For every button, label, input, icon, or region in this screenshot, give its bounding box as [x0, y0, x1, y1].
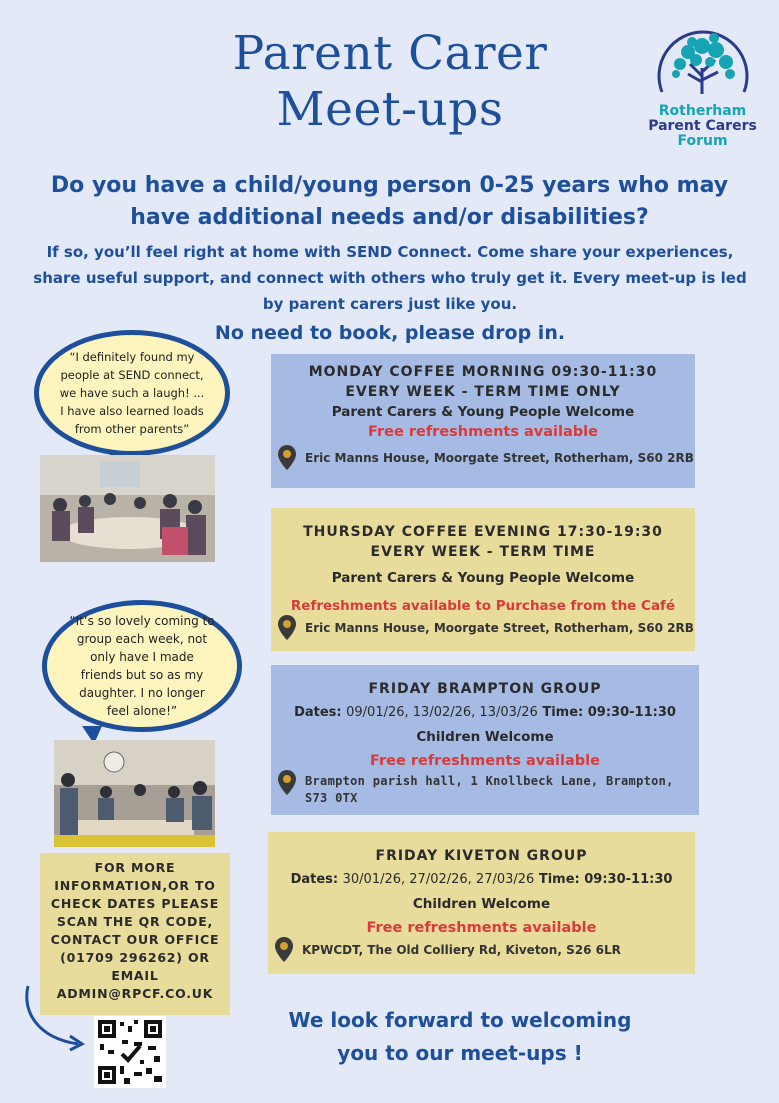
tree-icon [640, 20, 765, 104]
page-title [130, 26, 650, 138]
time-value: 09:30-11:30 [587, 705, 676, 720]
meetup-location [271, 773, 699, 807]
meetup-refreshments: Free refreshments available [370, 753, 600, 769]
location-text: Brampton parish hall, 1 Knollbeck Lane, Brampton, S73 0TX [305, 774, 674, 805]
meetup-location [268, 942, 695, 959]
meetup-location [271, 450, 695, 467]
curved-arrow-icon [18, 982, 90, 1052]
rpcf-logo [640, 20, 765, 160]
meetup-refreshments: Free refreshments available [366, 920, 597, 936]
closing-message [270, 1004, 650, 1070]
meetup-heading: MONDAY COFFEE MORNING 09:30-11:30 [308, 364, 658, 380]
meetup-heading: FRIDAY BRAMPTON GROUP [368, 681, 602, 697]
location-pin-icon [274, 936, 294, 964]
meetup-frequency: EVERY WEEK - TERM TIME ONLY [345, 384, 621, 400]
logo-line-2: Parent Carers [648, 118, 757, 134]
contact-info-box: FOR MORE INFORMATION,OR TO CHECK DATES PLEASE SCAN THE QR CODE, CONTACT OUR OFFICE (01709 296262) OR EMAIL ADMIN@RPCF.CO.UK [40, 853, 230, 1015]
meetup-card-thursday [271, 508, 695, 651]
meetup-frequency: EVERY WEEK - TERM TIME [370, 544, 596, 560]
dates-value: 30/01/26, 27/02/26, 27/03/26 [342, 872, 535, 887]
closing-line-1: We look forward to welcoming [288, 1008, 632, 1032]
quote-text-1: “I definitely found my people at SEND connect, we have such a laugh! ... I have also learned loads from other parents” [59, 350, 205, 436]
closing-line-2: you to our meet-ups ! [337, 1041, 583, 1065]
meetup-refreshments: Free refreshments available [368, 424, 598, 440]
group-photo-1 [40, 455, 215, 562]
location-text: KPWCDT, The Old Colliery Rd, Kiveton, S26 6LR [302, 943, 621, 957]
logo-line-3: Forum [677, 133, 728, 149]
location-pin-icon [277, 614, 297, 642]
no-booking-note: No need to book, please drop in. [214, 322, 566, 344]
headline-question: Do you have a child/young person 0-25 years who may have additional needs and/or disabilities? [50, 173, 729, 230]
location-pin-icon [277, 444, 297, 472]
meetup-welcome: Children Welcome [412, 896, 551, 912]
meetup-welcome: Parent Carers & Young People Welcome [331, 570, 635, 586]
time-label: Time: [538, 872, 580, 887]
meetup-dates [268, 870, 695, 890]
time-value: 09:30-11:30 [584, 872, 673, 887]
qr-code[interactable] [94, 1016, 166, 1088]
meetup-heading: FRIDAY KIVETON GROUP [375, 848, 588, 864]
meetup-card-kiveton [268, 832, 695, 974]
meetup-card-monday [271, 354, 695, 488]
location-text: Eric Manns House, Moorgate Street, Rotherham, S60 2RB [305, 451, 694, 465]
title-line-1: Parent Carer [232, 26, 548, 81]
meetup-welcome: Parent Carers & Young People Welcome [331, 404, 635, 420]
meetup-heading: THURSDAY COFFEE EVENING 17:30-19:30 [303, 524, 663, 540]
meetup-welcome: Children Welcome [416, 729, 554, 745]
speech-bubble-2 [42, 600, 242, 732]
location-text: Eric Manns House, Moorgate Street, Rotherham, S60 2RB [305, 621, 694, 635]
dates-label: Dates: [290, 872, 339, 887]
meetup-dates [271, 703, 699, 723]
meetup-refreshments: Refreshments available to Purchase from the Café [290, 598, 676, 614]
title-line-2: Meet-ups [276, 82, 504, 137]
meetup-card-brampton [271, 665, 699, 815]
location-pin-icon [277, 769, 297, 797]
logo-line-1: Rotherham [658, 103, 747, 119]
meetup-location [271, 620, 695, 637]
time-label: Time: [542, 705, 584, 720]
dates-value: 09/01/26, 13/02/26, 13/03/26 [346, 705, 538, 720]
speech-bubble-1 [34, 330, 230, 456]
quote-text-2: “It’s so lovely coming to group each week, not only have I made friends but so as my daughter. I no longer feel alone!” [69, 614, 215, 718]
dates-label: Dates: [294, 705, 342, 720]
group-photo-2 [54, 740, 215, 847]
intro-text: If so, you’ll feel right at home with SEND Connect. Come share your experiences, share useful support, and connect with others who truly get it. Every meet-up is led by parent carers just like you. [33, 243, 747, 313]
